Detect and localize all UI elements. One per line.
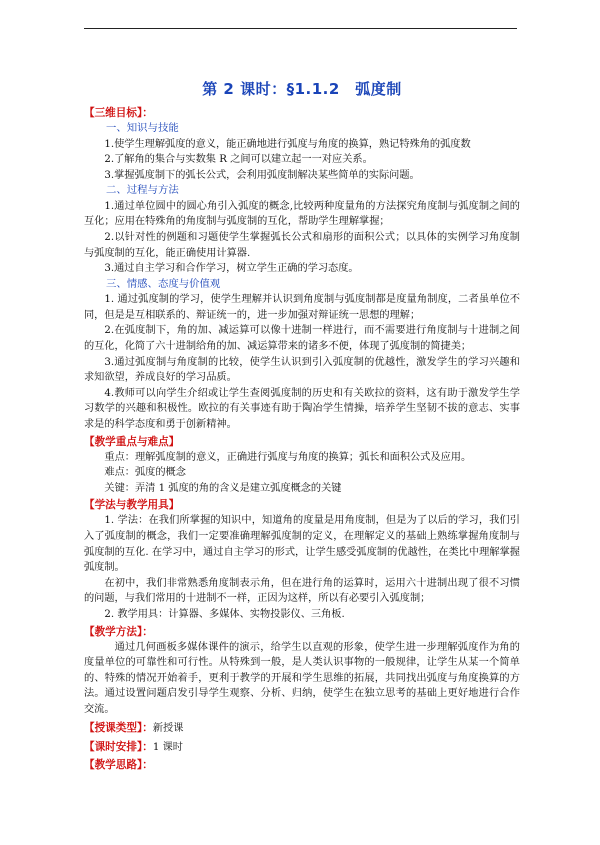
section-keypoints-tag: 【教学重点与难点】 bbox=[84, 435, 180, 448]
subheading-emotion: 三、情感、态度与价值观 bbox=[106, 277, 221, 290]
subheading-knowledge: 一、知识与技能 bbox=[106, 122, 179, 134]
emotion-item-3: 3.通过弧度制与角度制的比较，使学生认识到引入弧度制的优越性，激发学生的学习兴趣和求知欲望，养成良好的学习品质。 bbox=[84, 356, 520, 384]
lesson-type-tag: 【授课类型】： bbox=[84, 721, 153, 734]
subheading-process: 二、过程与方法 bbox=[106, 184, 179, 197]
emotion-item-2: 2.在弧度制下，角的加、减运算可以像十进制一样进行，而不需要进行角度制与十进制之间的互化，化简了六十进制给角的加、减运算带来的诸多不便，体现了弧度制的简捷美； bbox=[84, 325, 520, 353]
emotion-item-1: 1. 通过弧度制的学习，使学生理解并认识到角度制与弧度制都是度量角制度，二者虽单位不同，但是是互相联系的、辩证统一的，进一步加强对辩证统一思想的理解； bbox=[84, 294, 520, 321]
keypoint-difficulty: 难点：弧度的概念 bbox=[104, 467, 186, 479]
knowledge-item-1: 1.使学生理解弧度的意义，能正确地进行弧度与角度的换算，熟记特殊角的弧度数 bbox=[104, 138, 471, 150]
method-item-1: 1. 学法：在我们所掌握的知识中，知道角的度量是用角度制，但是为了以后的学习，我们引入了弧度制的概念，我们一定要准确理解弧度制的定义，在理解定义的基础上熟练掌握角度制与弧度制的互化. 在学习中，通过自主学习的形式，让学生感受弧度制的优越性，在类比中理解掌握弧度制。 bbox=[84, 515, 520, 574]
page-title: 第 2 课时：§1.1.2 弧度制 bbox=[202, 80, 402, 98]
section-ideas-tag: 【教学思路】： bbox=[84, 758, 153, 771]
section-goals-tag: 【三维目标】： bbox=[84, 107, 153, 119]
section-method-tools-tag: 【学法与教学用具】 bbox=[84, 499, 180, 512]
knowledge-item-2: 2.了解角的集合与实数集 R 之间可以建立起一一对应关系。 bbox=[104, 154, 373, 166]
section-methods-tag: 【教学方法】： bbox=[84, 625, 153, 638]
schedule-value: 1 课时 bbox=[152, 741, 183, 753]
schedule-row bbox=[84, 737, 520, 756]
process-item-3: 3.通过自主学习和合作学习，树立学生正确的学习态度。 bbox=[104, 263, 359, 275]
keypoint-key: 关键：弄清 1 弧度的角的含义是建立弧度概念的关键 bbox=[104, 482, 342, 494]
method-item-3: 2. 教学用具：计算器、多媒体、实物投影仪、三角板. bbox=[104, 608, 345, 620]
knowledge-item-3: 3.掌握弧度制下的弧长公式，会利用弧度制解决某些简单的实际问题。 bbox=[104, 169, 420, 181]
header-rule bbox=[84, 28, 517, 29]
lesson-type-value: 新授课 bbox=[152, 722, 184, 734]
schedule-tag: 【课时安排】： bbox=[84, 740, 153, 753]
methods-text: 通过几何画板多媒体课件的演示，给学生以直观的形象，使学生进一步理解弧度作为角的度量单位的可靠性和可行性。从特殊到一般，是人类认识事物的一般规律，让学生从某一个简单的、特殊的情况开始着手，更利于教学的开展和学生思维的拓展，共同找出弧度与角度换算的方法。通过设置问题启发引导学生观察、分析、归纳，使学生在独立思考的基础上更好地进行合作交流。 bbox=[84, 641, 520, 715]
keypoint-focus: 重点：理解弧度制的意义，正确进行弧度与角度的换算；弧长和面积公式及应用。 bbox=[104, 451, 472, 463]
lesson-type-row bbox=[84, 718, 520, 737]
emotion-item-4: 4.教师可以向学生介绍或让学生查阅弧度制的历史和有关欧拉的资料，这有助于激发学生学习数学的兴趣和积极性。欧拉的有关事迹有助于陶冶学生情操，培养学生坚韧不拔的意志、实事求是的科学态度和勇于创新精神。 bbox=[84, 387, 520, 430]
process-item-2: 2.以针对性的例题和习题使学生掌握弧长公式和扇形的面积公式；以具体的实例学习角度制与弧度制的互化，能正确使用计算器. bbox=[84, 231, 520, 259]
method-item-2: 在初中，我们非常熟悉角度制表示角，但在进行角的运算时，运用六十进制出现了很不习惯的问题，与我们常用的十进制不一样，正因为这样，所以有必要引入弧度制； bbox=[84, 577, 520, 605]
process-item-1: 1.通过单位圆中的圆心角引入弧度的概念,比较两种度量角的方法探究角度制与弧度制之间的互化；应用在特殊角的角度制与弧度制的互化，帮助学生理解掌握； bbox=[84, 200, 520, 228]
document-page bbox=[84, 78, 520, 773]
